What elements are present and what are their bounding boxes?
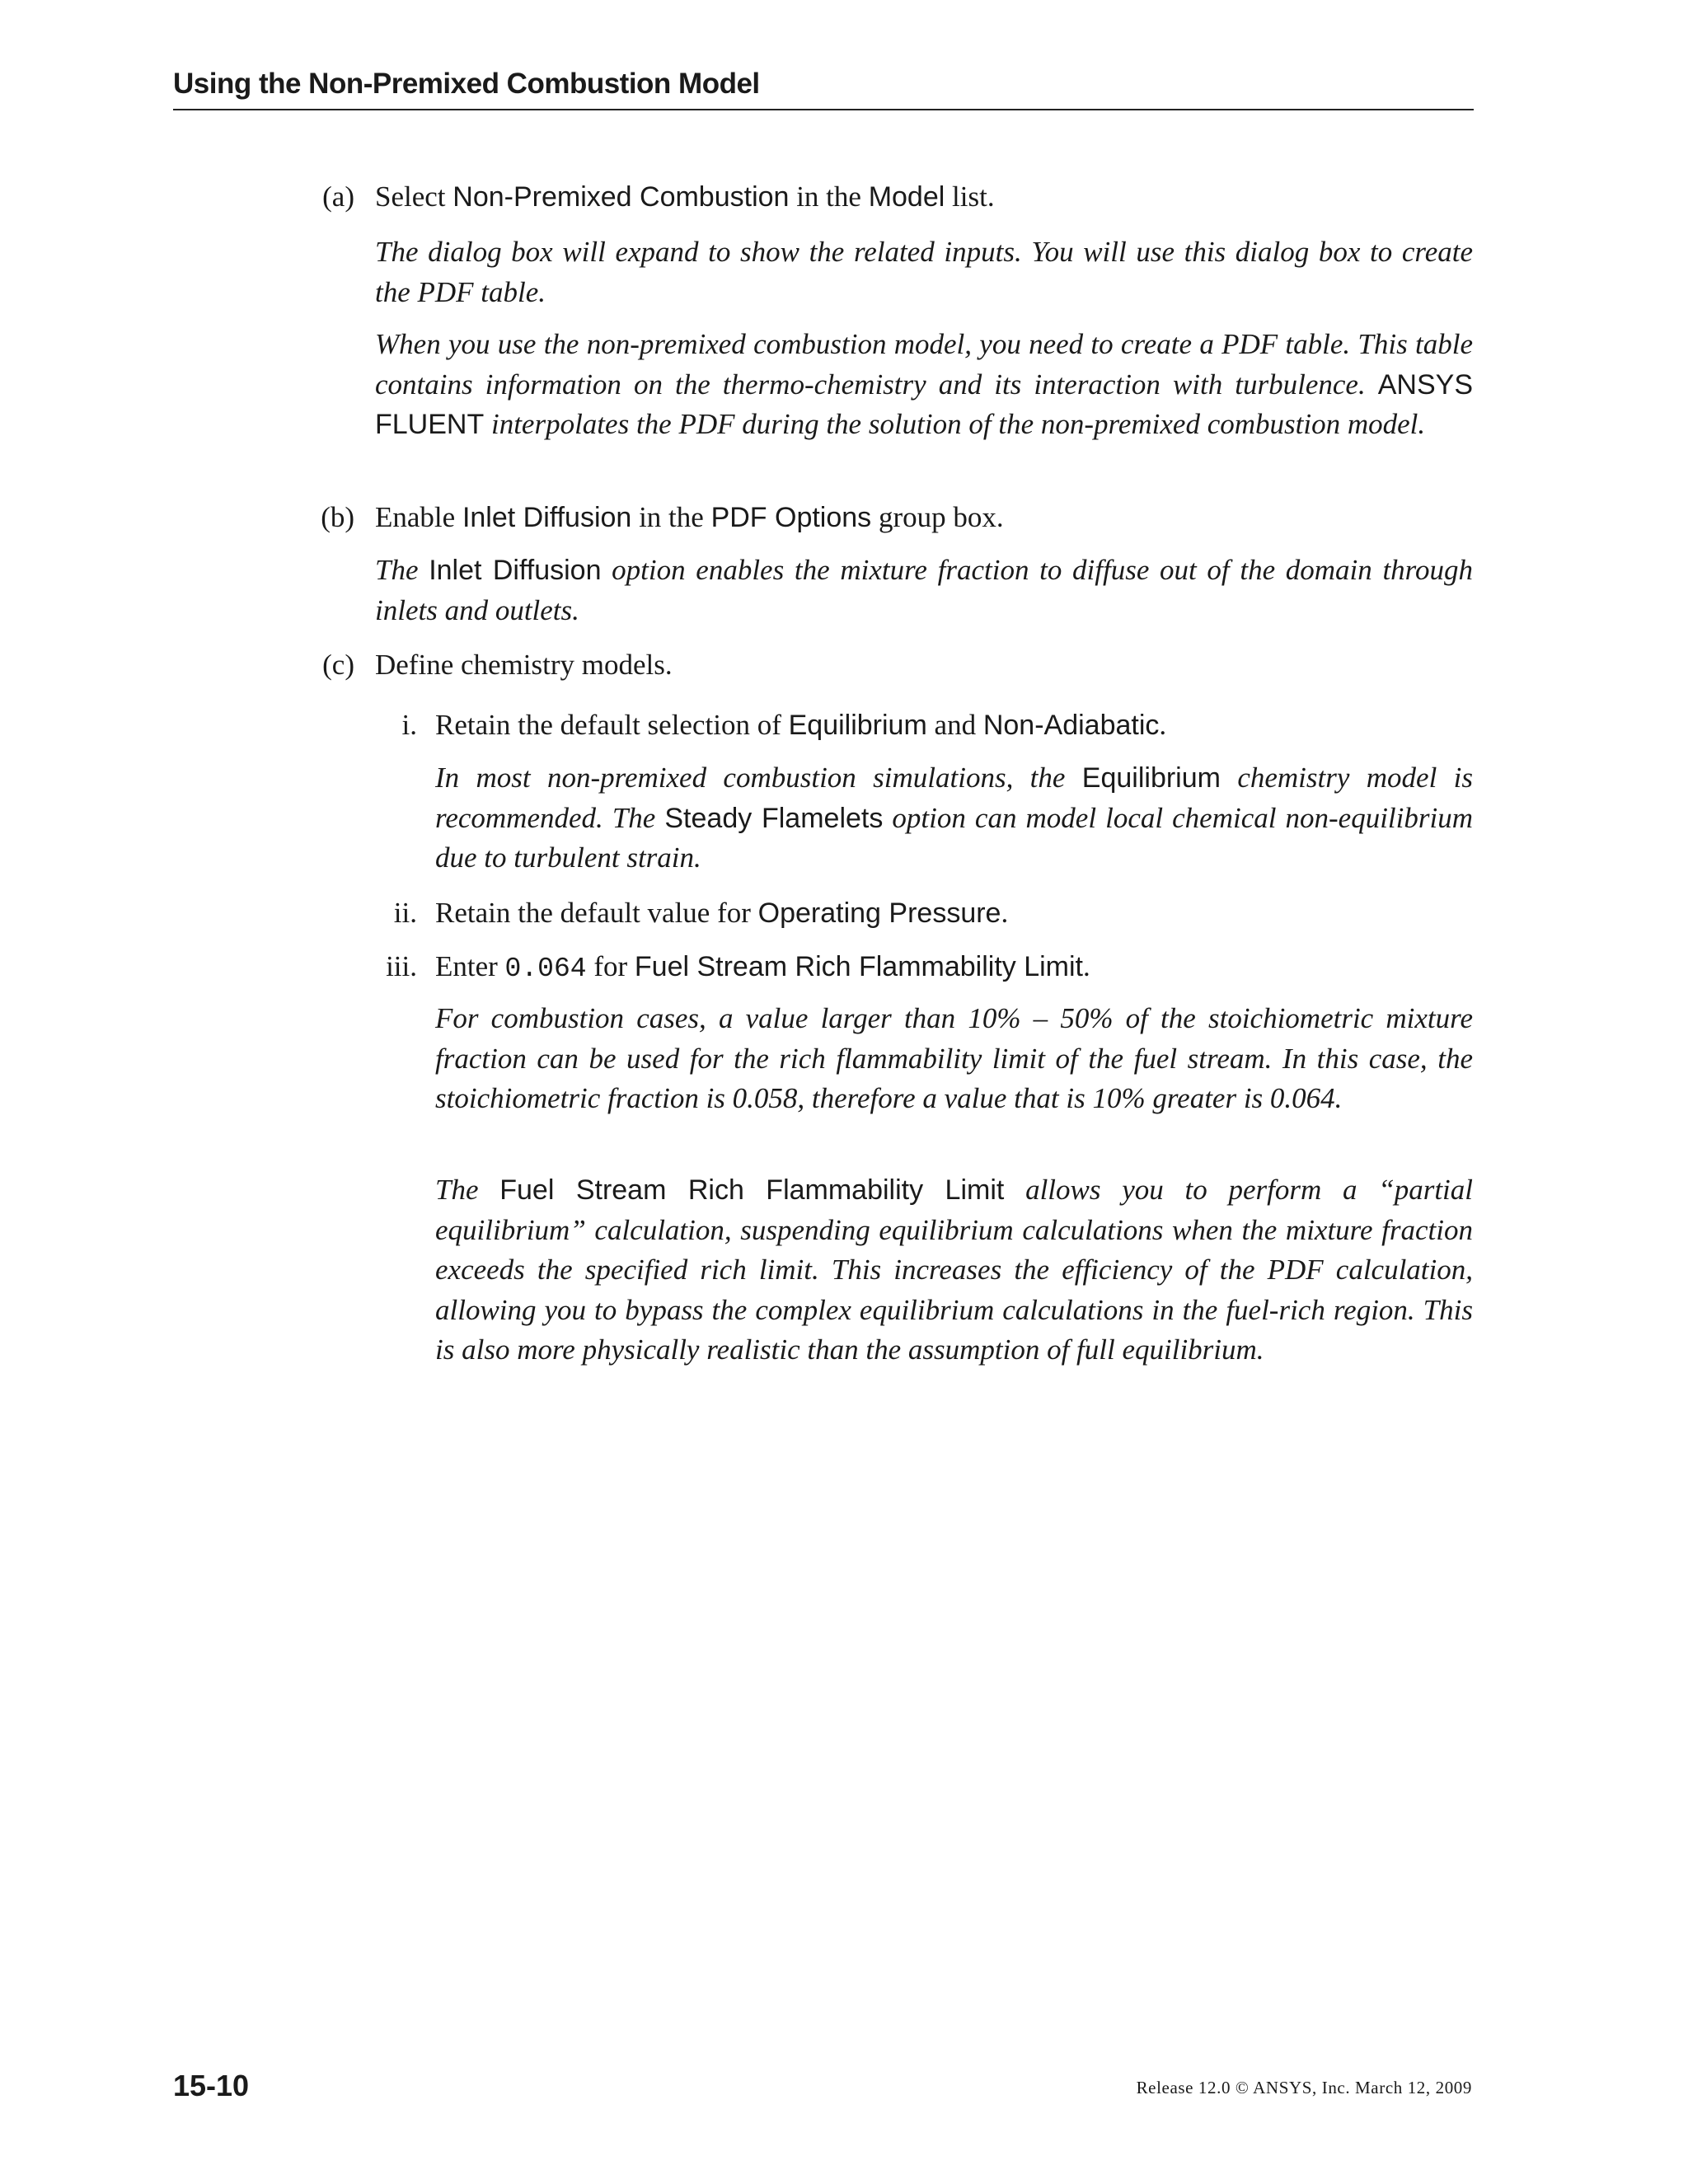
release-info: Release 12.0 © ANSYS, Inc. March 12, 2009 [1136,2078,1472,2097]
step-a-text: Select Non-Premixed Combustion in the Model list. [375,180,995,213]
step-a-note-1: The dialog box will expand to show the related inputs. You will use this dialog box to create the PDF table. [375,236,1473,308]
step-b-note: The Inlet Diffusion option enables the mixture fraction to diffuse out of the domain through inlets and outlets. [375,554,1473,626]
substep-iii-note-1: For combustion cases, a value larger than 10% – 50% of the stoichiometric mixture fraction can be used for the rich flammability limit of the fuel stream. In this case, the stoichiometric fraction is 0.058, therefore a value that is 10% greater is 0.064. [435,1002,1473,1114]
step-label-b: (b) [321,501,354,533]
substep-ii-text: Retain the default value for Operating Pressure. [435,897,1009,929]
substep-label-ii: ii. [393,897,417,929]
page-number: 15-10 [173,2069,250,2102]
header-title: Using the Non-Premixed Combustion Model [173,68,760,100]
substep-iii-note-2: The Fuel Stream Rich Flammability Limit allows you to perform a “partial equilibrium” calculation, suspending equilibrium calculations when the mixture fraction exceeds the specified rich limit. This increases the efficiency of the PDF calculation, allowing you to bypass the complex equilibrium calculations in the fuel-rich region. This is also more physically realistic than the assumption of full equilibrium. [435,1174,1473,1366]
substep-i-text: Retain the default selection of Equilibrium and Non-Adiabatic. [435,709,1167,741]
step-b-text: Enable Inlet Diffusion in the PDF Options group box. [375,501,1004,533]
substep-label-iii: iii. [386,950,417,982]
step-label-a: (a) [322,180,354,213]
substep-label-i: i. [401,709,417,741]
step-c-text: Define chemistry models. [375,649,673,681]
substep-i-note: In most non-premixed combustion simulations, the Equilibrium chemistry model is recommended. The Steady Flamelets option can model local chemical non-equilibrium due to turbulent strain. [435,762,1474,874]
step-a-note-2: When you use the non-premixed combustion model, you need to create a PDF table. This table contains information on the thermo-chemistry and its interaction with turbulence. ANSYS FLUENT interpolates the PDF during the solution of the non-premixed combustion model. [375,328,1473,440]
step-label-c: (c) [322,649,354,681]
substep-iii-text: Enter 0.064 for Fuel Stream Rich Flammability Limit. [435,950,1090,984]
page-header [173,61,1474,110]
